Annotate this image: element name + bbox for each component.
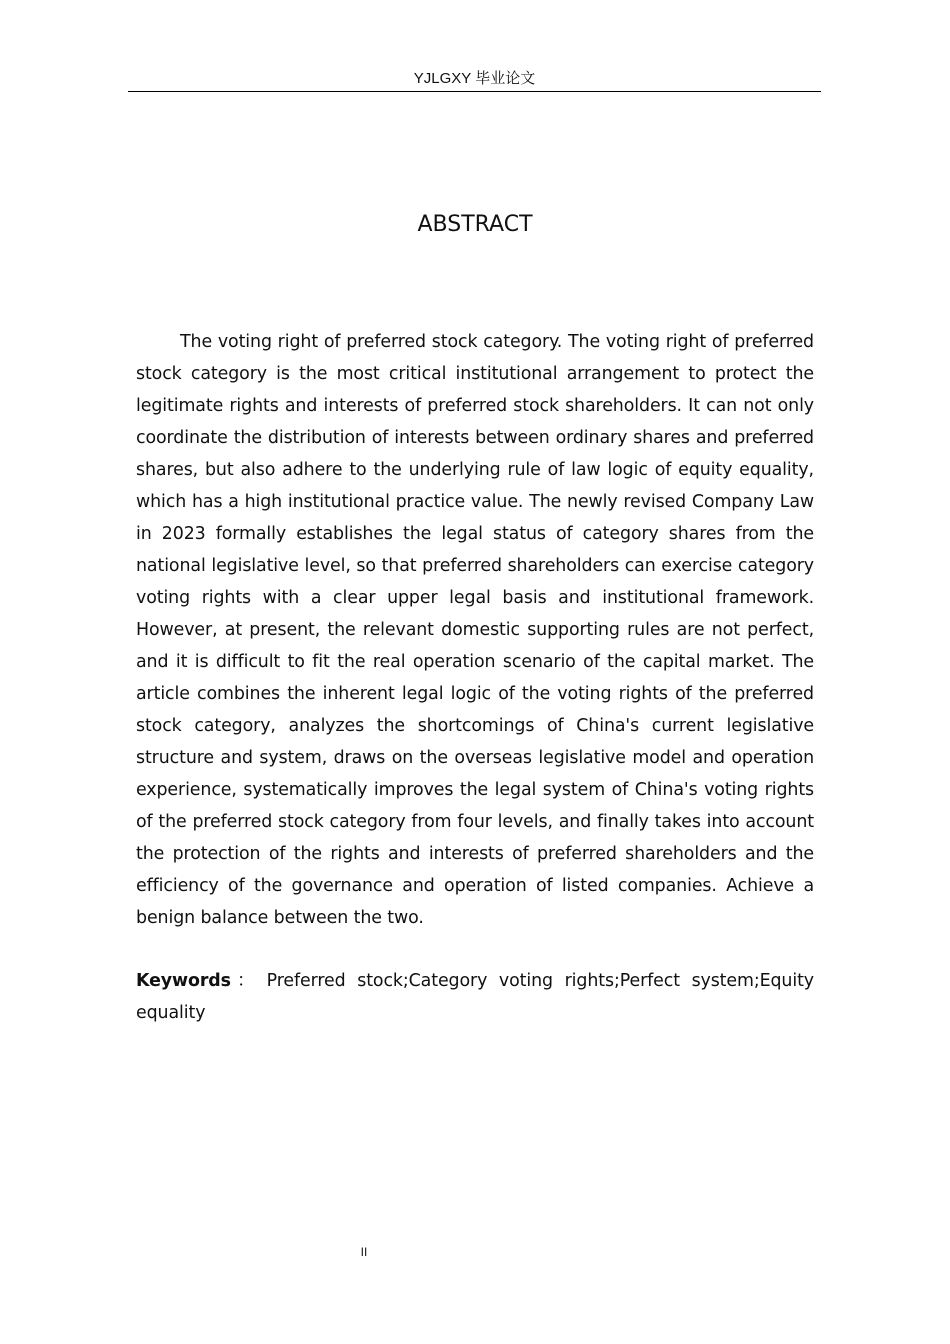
- abstract-title: ABSTRACT: [417, 212, 533, 237]
- keywords-line: [136, 965, 814, 1029]
- keywords-label: Keywords: [136, 971, 231, 991]
- page-header: [128, 68, 821, 92]
- keywords-text: Preferred stock;Category voting rights;Perfect system;Equity equality: [136, 971, 814, 1023]
- header-title: YJLGXY 毕业论文: [413, 70, 536, 87]
- keywords-separator: ：: [230, 971, 261, 991]
- page-number: II: [360, 1245, 368, 1259]
- abstract-body: The voting right of preferred stock category. The voting right of preferred stock category is the most critical institutional arrangement to protect the legitimate rights and interests of preferred stock shareholders. It can not only coordinate the distribution of interests between ordinary shares and preferred shares, but also adhere to the underlying rule of law logic of equity equality, which has a high institutional practice value. The newly revised Company Law in 2023 formally establishes the legal status of category shares from the national legislative level, so that preferred shareholders can exercise category voting rights with a clear upper legal basis and institutional framework. However, at present, the relevant domestic supporting rules are not perfect, and it is difficult to fit the real operation scenario of the capital market. The article combines the inherent legal logic of the voting rights of the preferred stock category, analyzes the shortcomings of China's current legislative structure and system, draws on the overseas legislative model and operation experience, systematically improves the legal system of China's voting rights of the preferred stock category from four levels, and finally takes into account the protection of the rights and interests of preferred shareholders and the efficiency of the governance and operation of listed companies. Achieve a benign balance between the two.: [136, 332, 814, 928]
